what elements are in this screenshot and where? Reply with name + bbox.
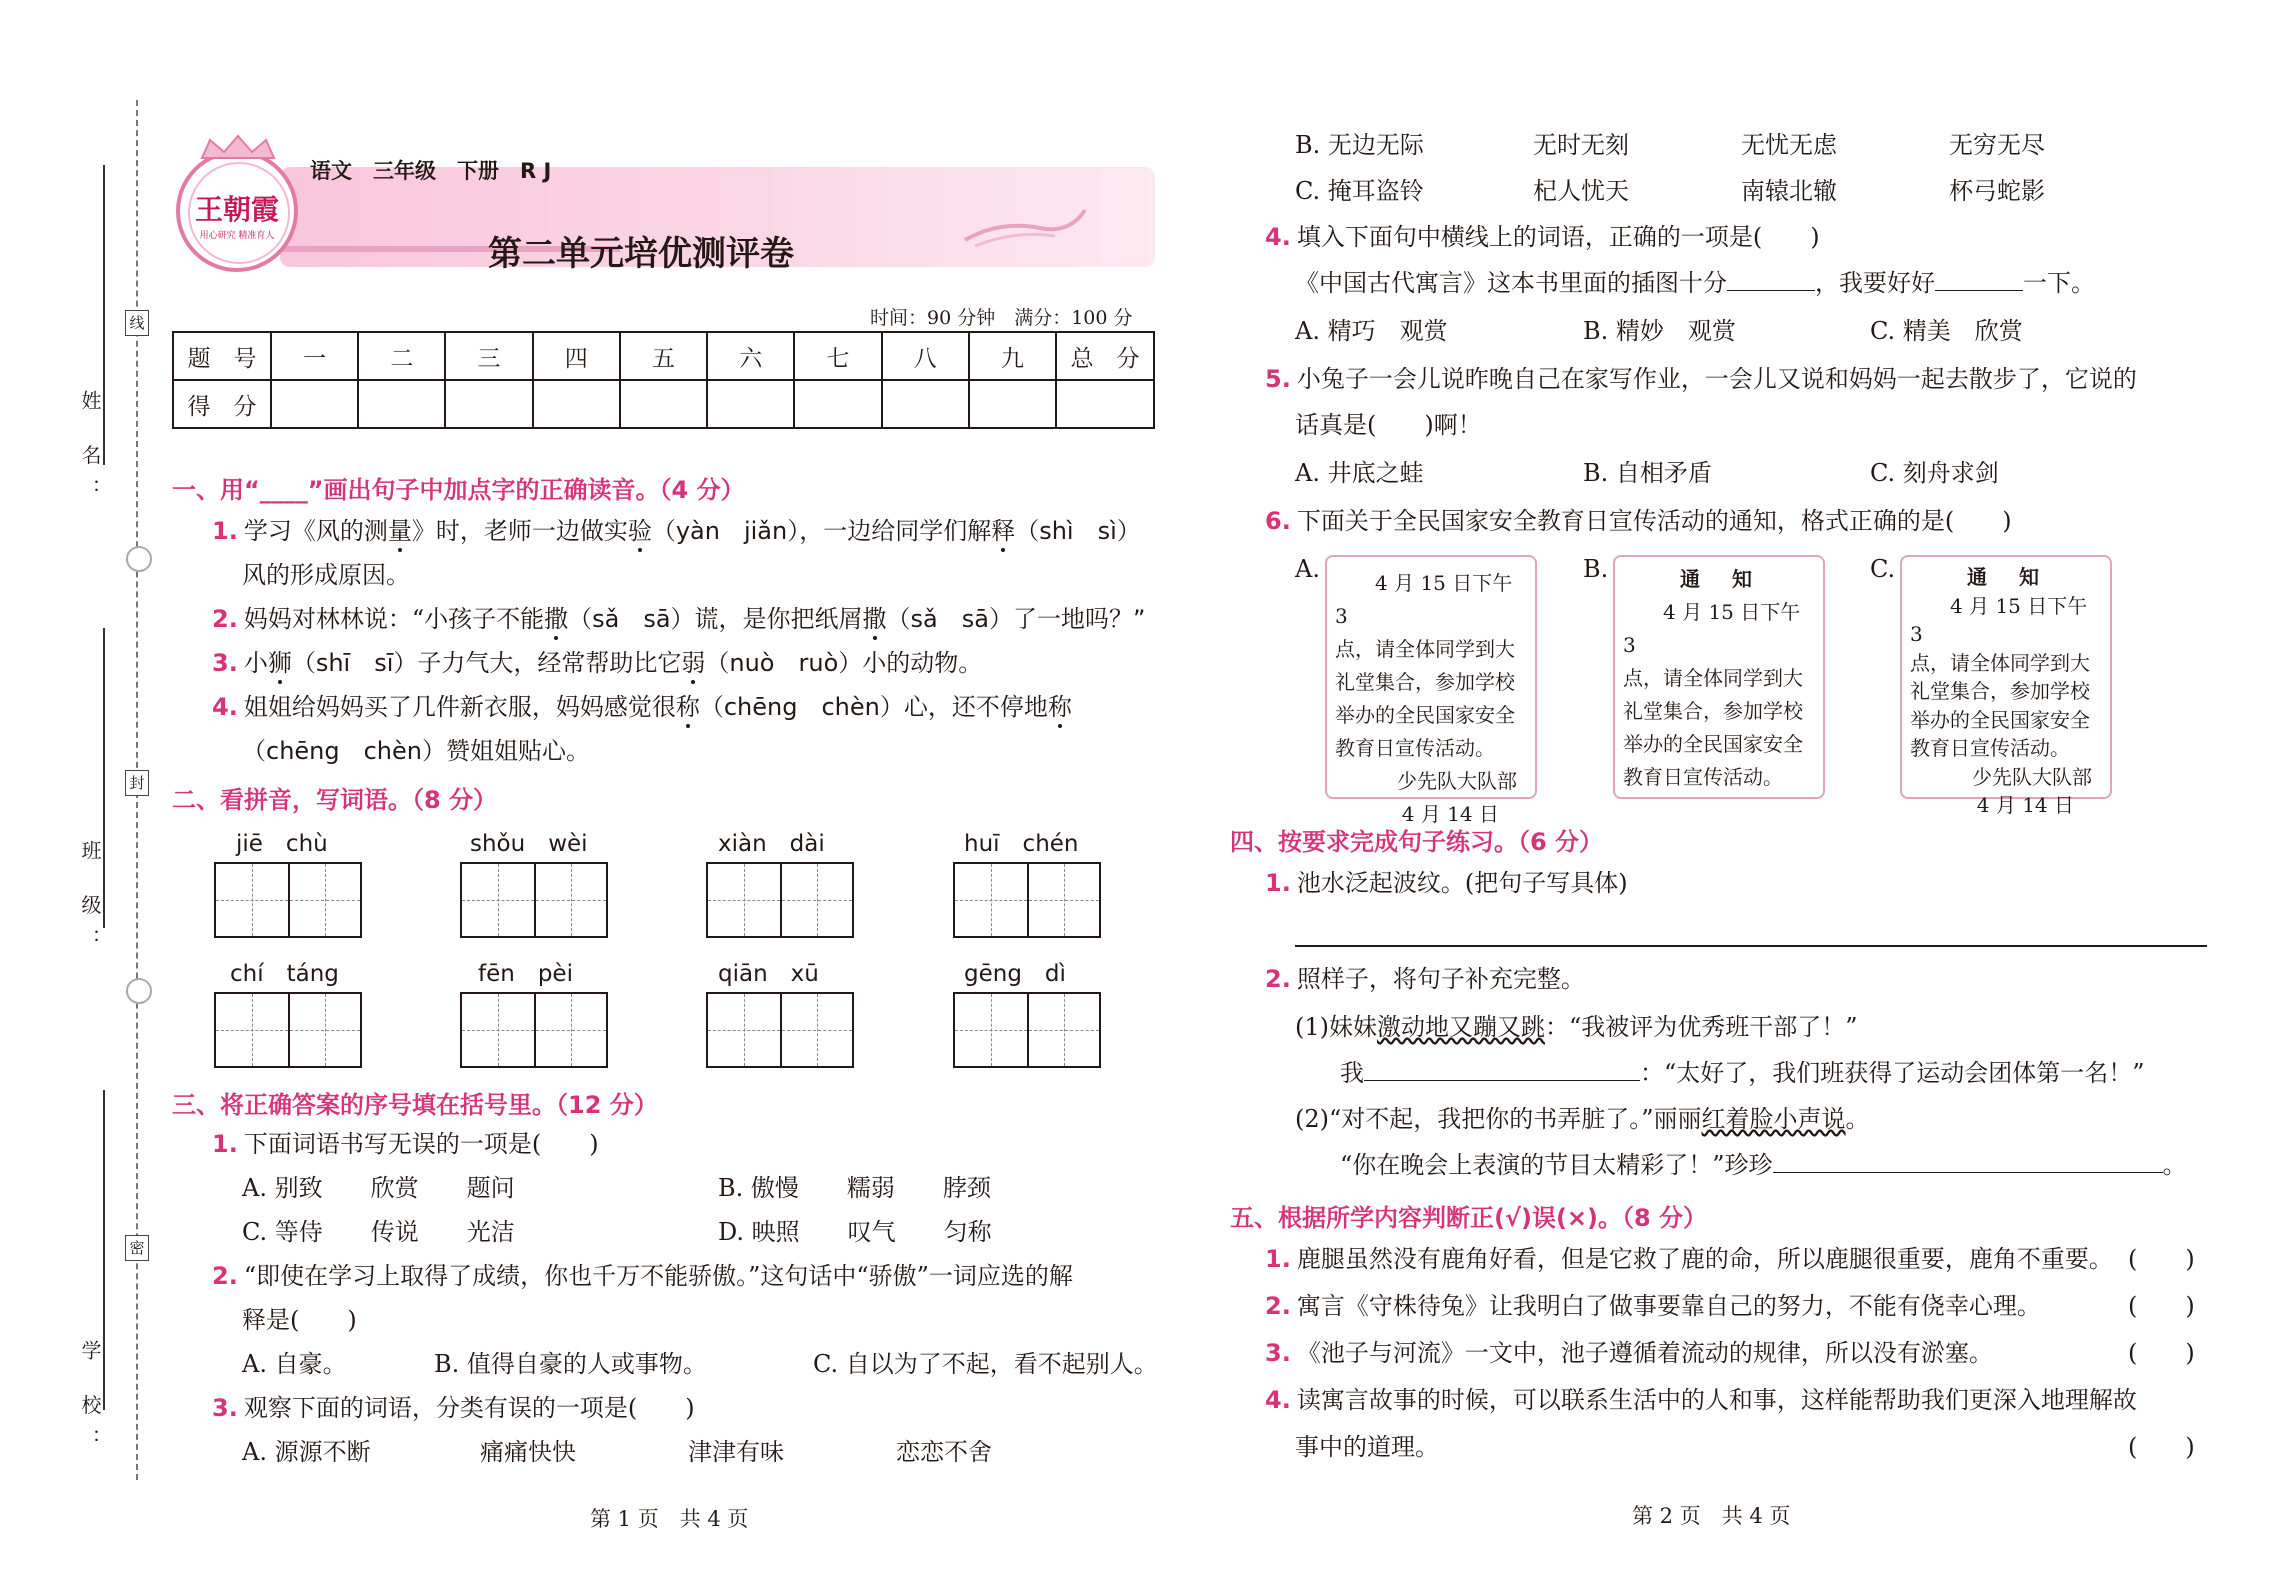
s3-q1 <box>212 1129 599 1159</box>
s3-q3-optA-word: 痛痛快快 <box>480 1438 576 1466</box>
fill-blank[interactable] <box>1364 1058 1640 1081</box>
text: 池水泛起波纹。(把句子写具体) <box>1296 869 1628 897</box>
s3-q5-line2: 话真是( )啊！ <box>1295 411 1482 439</box>
text: （sǎ sā）谎，是你把纸屑 <box>568 605 863 633</box>
question-number: 3. <box>212 1394 238 1422</box>
class-label: 班 级： <box>78 840 102 963</box>
name-label: 姓 名： <box>78 390 102 513</box>
s3-q2-optA[interactable]: A. 自豪。 <box>242 1350 347 1378</box>
s3-q1-optC[interactable]: C. 等侍 传说 光洁 <box>242 1218 515 1246</box>
notice-line: 点，请全体同学到大 <box>1623 666 1803 690</box>
score-input-cell[interactable] <box>969 380 1056 428</box>
text: 寓言《守株待兔》让我明白了做事要靠自己的努力，不能有侥幸心理。 <box>1296 1292 2041 1320</box>
fill-blank[interactable] <box>1773 1150 2163 1173</box>
pinyin-5: chí táng <box>230 961 339 987</box>
notice-line: 4 月 15 日下午 3 <box>1910 593 2088 646</box>
notice-line: 礼堂集合，参加学校 <box>1910 679 2090 703</box>
s3-q6 <box>1265 506 2012 536</box>
wavy-underlined-text: 激动地又蹦又跳 <box>1377 1013 1545 1041</box>
score-input-cell[interactable] <box>620 380 707 428</box>
s3-q2-optB[interactable]: B. 值得自豪的人或事物。 <box>434 1350 707 1378</box>
text: 学习《风的测 <box>243 517 388 545</box>
s3-q3-optA-word: 恋恋不舍 <box>896 1438 992 1466</box>
s3-q5-optC[interactable]: C. 刻舟求剑 <box>1870 459 1999 487</box>
text: 小 <box>243 649 268 677</box>
text: 观察下面的词语，分类有误的一项是( ) <box>243 1394 695 1422</box>
score-table-cell: 九 <box>969 332 1056 380</box>
dotted-char: 狮 <box>267 649 292 677</box>
s3-q4-optC[interactable]: C. 精美 欣赏 <box>1870 317 2023 345</box>
s3-q3-optB[interactable]: B. 无边无际 <box>1295 131 1424 159</box>
dotted-char: 弱 <box>681 649 706 677</box>
s5-q4-line2: 事中的道理。 <box>1295 1433 1439 1461</box>
s1-q2 <box>212 604 1145 634</box>
section1-heading: 一、用“____”画出句子中加点字的正确读音。（4 分） <box>172 476 745 504</box>
s3-q2-line2: 释是( ) <box>242 1306 357 1334</box>
text: “即使在学习上取得了成绩，你也千万不能骄傲。”这句话中“骄傲”一词应选的解 <box>243 1262 1073 1290</box>
pinyin-3: xiàn dài <box>718 831 825 857</box>
score-table-cell: 三 <box>445 332 532 380</box>
writing-grid[interactable] <box>460 992 608 1068</box>
s5-q2 <box>1265 1291 2041 1321</box>
s3-q5-optB[interactable]: B. 自相矛盾 <box>1583 459 1712 487</box>
score-table-cell: 五 <box>620 332 707 380</box>
writing-grid[interactable] <box>706 992 854 1068</box>
pinyin-6: fēn pèi <box>478 961 573 987</box>
pinyin-8: gēng dì <box>964 961 1066 987</box>
notice-sign: 少先队大队部 <box>1397 769 1517 793</box>
s3-q3-optA[interactable]: A. 源源不断 <box>242 1438 371 1466</box>
notice-title: 通 知 <box>1967 565 2045 589</box>
s3-q2 <box>212 1261 1073 1291</box>
notice-line: 举办的全民国家安全 <box>1623 732 1803 756</box>
question-number: 1. <box>1265 1245 1291 1273</box>
text: 小兔子一会儿说昨晚自己在家写作业，一会儿又说和妈妈一起去散步了，它说的 <box>1296 365 2137 393</box>
header-tags: 语文 三年级 下册 R J <box>310 159 552 183</box>
s3-q3-optB-word: 无时无刻 <box>1533 131 1629 159</box>
score-table-score-row <box>173 380 1154 428</box>
score-table-header-row <box>173 332 1154 380</box>
school-field-line[interactable] <box>103 1090 105 1410</box>
s3-q3 <box>212 1393 695 1423</box>
text: ，我要好好 <box>1815 269 1935 297</box>
s1-q4 <box>212 692 1072 722</box>
s3-q6-optA-label[interactable]: A. <box>1295 555 1320 583</box>
writing-grid[interactable] <box>953 862 1101 938</box>
pinyin-4: huī chén <box>964 831 1079 857</box>
text: 》时，老师一边做实 <box>411 517 628 545</box>
fill-blank[interactable] <box>1727 268 1815 291</box>
dotted-char: 释 <box>991 517 1016 545</box>
s4-fill2 <box>1340 1150 2187 1180</box>
text: （nuò ruò）小的动物。 <box>705 649 983 677</box>
score-input-cell[interactable] <box>445 380 532 428</box>
text: (1)妹妹 <box>1295 1013 1377 1041</box>
s4-example2 <box>1295 1104 1870 1134</box>
binding-mark-seal2: 密 <box>125 1235 149 1261</box>
score-table-cell: 总 分 <box>1056 332 1154 380</box>
score-input-cell[interactable] <box>1056 380 1154 428</box>
s1-q3 <box>212 648 982 678</box>
s3-q1-optA[interactable]: A. 别致 欣赏 题问 <box>242 1174 515 1202</box>
s3-q4-sentence <box>1295 268 2095 298</box>
notice-line: 礼堂集合，参加学校 <box>1623 699 1803 723</box>
score-table-cell: 一 <box>271 332 358 380</box>
section5-heading: 五、根据所学内容判断正(√)误(×)。（8 分） <box>1230 1204 1708 1232</box>
binding-hole-bottom <box>126 978 152 1004</box>
writing-grid[interactable] <box>706 862 854 938</box>
s4-q2 <box>1265 964 1585 994</box>
text: 。 <box>2162 1151 2187 1179</box>
text: 下面词语书写无误的一项是( ) <box>243 1130 599 1158</box>
s3-q3-optB-word: 无穷无尽 <box>1949 131 2045 159</box>
pinyin-1: jiē chù <box>236 831 328 857</box>
s3-q3-optC-word: 杞人忧天 <box>1533 177 1629 205</box>
dotted-char: 撒 <box>544 605 569 633</box>
s3-q2-optC[interactable]: C. 自以为了不起，看不起别人。 <box>813 1350 1158 1378</box>
answer-line[interactable] <box>1295 945 2207 947</box>
notice-line: 礼堂集合，参加学校 <box>1335 670 1515 694</box>
text: ：“太好了，我们班获得了运动会团体第一名！” <box>1640 1059 2145 1087</box>
question-number: 2. <box>212 1262 238 1290</box>
notice-line: 4 月 15 日下午 3 <box>1623 600 1801 657</box>
text: 一下。 <box>2023 269 2095 297</box>
wavy-underlined-text: 红着脸小声说 <box>1701 1105 1846 1133</box>
text: 填入下面句中横线上的词语，正确的一项是( ) <box>1296 223 1820 251</box>
score-input-cell[interactable] <box>707 380 794 428</box>
question-number: 4. <box>1265 223 1291 251</box>
notice-line: 举办的全民国家安全 <box>1335 703 1515 727</box>
s4-example1 <box>1295 1012 1858 1042</box>
dotted-char: 验 <box>627 517 652 545</box>
section3-heading: 三、将正确答案的序号填在括号里。（12 分） <box>172 1091 658 1119</box>
text: ：“我被评为优秀班干部了！” <box>1545 1013 1858 1041</box>
s1-q4-line2: （chēng chèn）赞姐姐贴心。 <box>242 737 590 765</box>
question-number: 3. <box>1265 1339 1291 1367</box>
binding-hole-top <box>126 546 152 572</box>
s5-q3 <box>1265 1338 1993 1368</box>
pinyin-2: shǒu wèi <box>470 831 588 857</box>
s5-q4-answer[interactable]: ( ) <box>2128 1433 2195 1461</box>
question-number: 3. <box>212 649 238 677</box>
score-table <box>172 331 1155 429</box>
s5-q1 <box>1265 1244 2113 1274</box>
score-table-cell: 题 号 <box>173 332 271 380</box>
text: 妈妈对林林说：“小孩子不能 <box>243 605 545 633</box>
text: 照样子，将句子补充完整。 <box>1296 965 1585 993</box>
score-table-cell: 得 分 <box>173 380 271 428</box>
text: (2)“对不起，我把你的书弄脏了。”丽丽 <box>1295 1105 1702 1133</box>
question-number: 6. <box>1265 507 1291 535</box>
s1-q1 <box>212 516 1141 546</box>
page-number-2: 第 2 页 共 4 页 <box>1632 1504 1791 1528</box>
s3-q1-optD[interactable]: D. 映照 叹气 匀称 <box>718 1218 992 1246</box>
writing-grid[interactable] <box>214 992 362 1068</box>
text: 《中国古代寓言》这本书里面的插图十分 <box>1295 269 1727 297</box>
writing-grid[interactable] <box>953 992 1101 1068</box>
notice-line: 教育日宣传活动。 <box>1335 736 1495 760</box>
notice-line: 点，请全体同学到大 <box>1910 650 2090 675</box>
s3-q3-optC-word: 南辕北辙 <box>1741 177 1837 205</box>
text: 《池子与河流》一文中，池子遵循着流动的规律，所以没有淤塞。 <box>1296 1339 1993 1367</box>
page-title: 第二单元培优测评卷 <box>488 234 794 274</box>
question-number: 2. <box>1265 965 1291 993</box>
s3-q5 <box>1265 364 2137 394</box>
score-input-cell[interactable] <box>533 380 620 428</box>
brand-logo-sub: 用心研究 精准育人 <box>199 231 275 241</box>
text: 读寓言故事的时候，可以联系生活中的人和事，这样能帮助我们更深入地理解故 <box>1296 1386 2137 1414</box>
text: （sǎ sā）了一地吗？” <box>886 605 1146 633</box>
notice-date: 4 月 14 日 <box>1401 802 1499 826</box>
question-number: 4. <box>1265 1386 1291 1414</box>
text: 姐姐给妈妈买了几件新衣服，妈妈感觉很 <box>243 693 676 721</box>
question-number: 1. <box>212 1130 238 1158</box>
s5-q3-answer[interactable]: ( ) <box>2128 1339 2195 1367</box>
notice-box-b <box>1613 555 1825 799</box>
fill-blank[interactable] <box>1935 268 2023 291</box>
s3-q3-optC-word: 杯弓蛇影 <box>1949 177 2045 205</box>
crown-icon <box>196 134 280 162</box>
question-number: 4. <box>212 693 238 721</box>
notice-title: 通 知 <box>1680 567 1758 591</box>
cloud-swirl-decoration <box>960 200 1090 250</box>
text: “你在晚会上表演的节目太精彩了！”珍珍 <box>1340 1151 1773 1179</box>
question-number: 1. <box>1265 869 1291 897</box>
s3-q3-optB-word: 无忧无虑 <box>1741 131 1837 159</box>
s5-q4 <box>1265 1385 2137 1415</box>
score-table-cell: 二 <box>358 332 445 380</box>
notice-line: 点，请全体同学到大 <box>1335 637 1515 661</box>
text: 。 <box>1845 1105 1870 1133</box>
s3-q4 <box>1265 222 1820 252</box>
text: （yàn jiǎn），一边给同学们解 <box>651 517 992 545</box>
dotted-char: 称 <box>1047 693 1072 721</box>
question-number: 2. <box>212 605 238 633</box>
score-table-cell: 四 <box>533 332 620 380</box>
notice-line: 4 月 15 日下午 3 <box>1335 571 1513 628</box>
pinyin-7: qiān xū <box>718 961 819 987</box>
score-input-cell[interactable] <box>271 380 358 428</box>
notice-date: 4 月 14 日 <box>1976 793 2074 817</box>
s1-q1-line2: 风的形成原因。 <box>242 561 410 589</box>
writing-grid[interactable] <box>214 862 362 938</box>
dotted-char: 称 <box>675 693 700 721</box>
notice-line: 教育日宣传活动。 <box>1910 736 2070 760</box>
page-number-1: 第 1 页 共 4 页 <box>590 1507 749 1531</box>
s3-q3-optC[interactable]: C. 掩耳盗铃 <box>1295 177 1424 205</box>
notice-box-c <box>1900 555 2112 817</box>
question-number: 2. <box>1265 1292 1291 1320</box>
class-field-line[interactable] <box>103 628 105 928</box>
dotted-char: 撒 <box>862 605 887 633</box>
score-table-cell: 八 <box>882 332 969 380</box>
s3-q5-optA[interactable]: A. 井底之蛙 <box>1295 459 1424 487</box>
notice-line: 教育日宣传活动。 <box>1623 765 1783 789</box>
score-table-cell: 六 <box>707 332 794 380</box>
text: 我 <box>1340 1059 1364 1087</box>
s3-q3-optA-word: 津津有味 <box>688 1438 784 1466</box>
s3-q4-optA[interactable]: A. 精巧 观赏 <box>1295 317 1448 345</box>
brand-logo <box>176 150 298 272</box>
section4-heading: 四、按要求完成句子练习。（6 分） <box>1230 828 1604 856</box>
s5-q1-answer[interactable]: ( ) <box>2128 1245 2195 1273</box>
s3-q6-optB-label[interactable]: B. <box>1583 555 1609 583</box>
score-input-cell[interactable] <box>882 380 969 428</box>
name-field-line[interactable] <box>103 165 105 465</box>
score-table-cell: 七 <box>794 332 881 380</box>
s3-q6-optC-label[interactable]: C. <box>1870 555 1896 583</box>
s3-q1-optB[interactable]: B. 傲慢 糯弱 脖颈 <box>718 1174 991 1202</box>
section2-heading: 二、看拼音，写词语。（8 分） <box>172 786 498 814</box>
notice-line: 举办的全民国家安全 <box>1910 707 2090 732</box>
school-label: 学 校： <box>78 1340 102 1463</box>
s5-q2-answer[interactable]: ( ) <box>2128 1292 2195 1320</box>
text: 下面关于全民国家安全教育日宣传活动的通知，格式正确的是( ) <box>1296 507 2012 535</box>
binding-mark-line: 线 <box>125 310 149 336</box>
score-input-cell[interactable] <box>358 380 445 428</box>
text: （shì sì） <box>1015 517 1141 545</box>
dotted-char: 量 <box>387 517 412 545</box>
notice-box-a <box>1325 555 1537 826</box>
text: （chēng chèn）心，还不停地 <box>699 693 1048 721</box>
text: 鹿腿虽然没有鹿角好看，但是它救了鹿的命，所以鹿腿很重要，鹿角不重要。 <box>1296 1245 2113 1273</box>
writing-grid[interactable] <box>460 862 608 938</box>
binding-mark-seal: 封 <box>125 770 149 796</box>
s4-q1 <box>1265 868 1628 898</box>
notice-sign: 少先队大队部 <box>1972 764 2092 789</box>
s4-fill1 <box>1340 1058 2145 1088</box>
exam-info: 时间：90 分钟 满分：100 分 <box>870 307 1133 329</box>
question-number: 5. <box>1265 365 1291 393</box>
brand-logo-text: 王朝霞 <box>194 193 279 226</box>
s3-q4-optB[interactable]: B. 精妙 观赏 <box>1583 317 1736 345</box>
question-number: 1. <box>212 517 238 545</box>
text: （shī sī）子力气大，经常帮助比它 <box>291 649 682 677</box>
score-input-cell[interactable] <box>794 380 881 428</box>
